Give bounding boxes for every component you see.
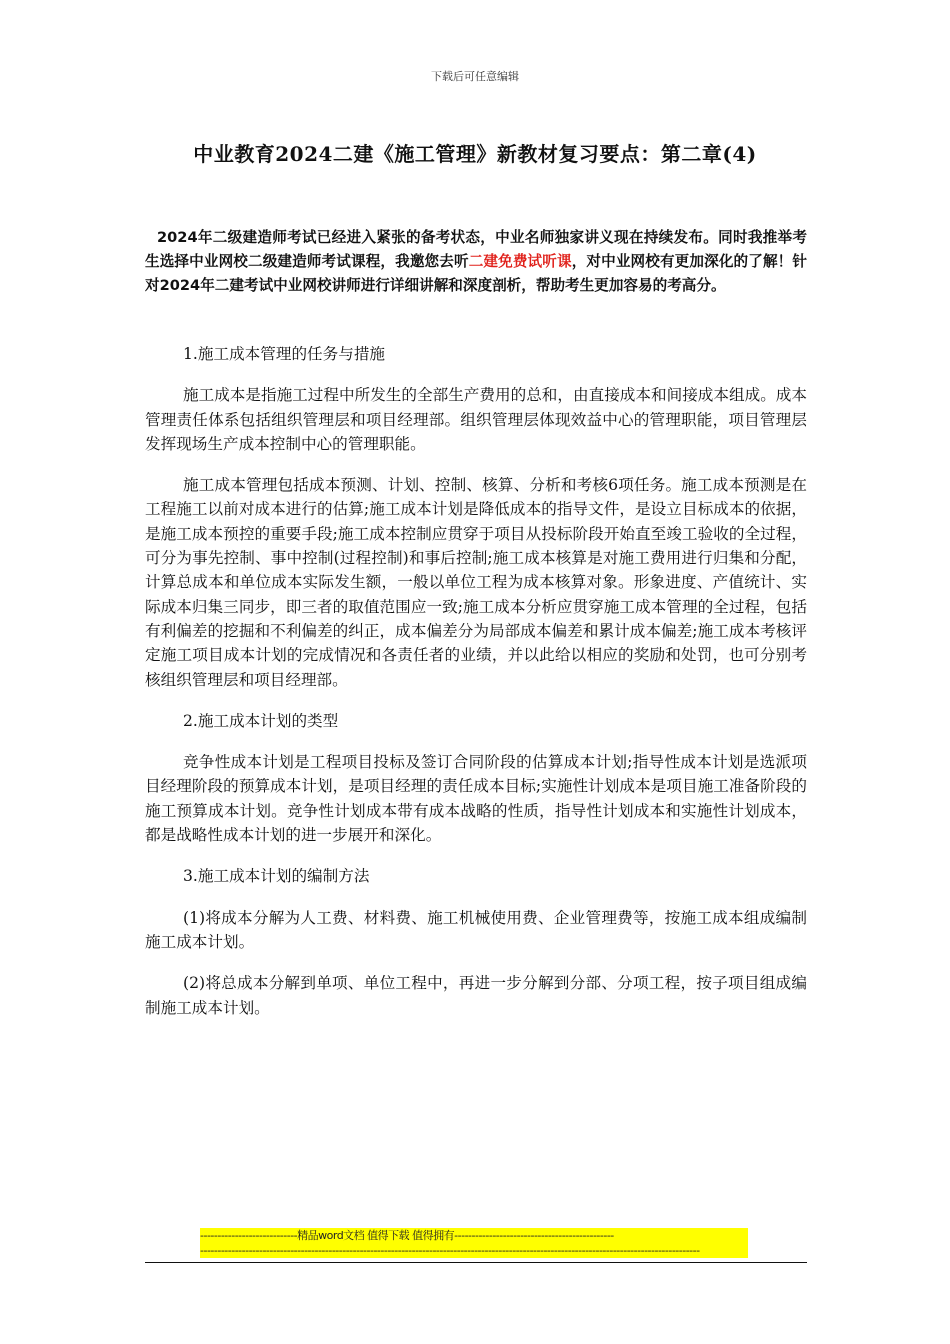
section-2-paragraph-1: 竞争性成本计划是工程项目投标及签订合同阶段的估算成本计划;指导性成本计划是选派项目经理阶段的预算成本计划，是项目经理的责任成本目标;实施性计划成本是项目施工准备阶段的施工预算成本计划。竞争性计划成本带有成本战略的性质，指导性计划成本和实施性计划成本，都是战略性成本计划的进一步展开和深化。: [145, 753, 807, 845]
document-title: 中业教育2024二建《施工管理》新教材复习要点：第二章(4): [193, 142, 757, 166]
footer-banner-line-2: ------------------------------------------------------------------------------------------------------------------------------------------------: [200, 1244, 700, 1257]
section-3-paragraph-1: (1)将成本分解为人工费、材料费、施工机械使用费、企业管理费等，按施工成本组成编制施工成本计划。: [145, 908, 807, 951]
footer-banner: [200, 1228, 748, 1258]
free-trial-link[interactable]: 二建免费试听课: [468, 253, 572, 270]
intro-text-after: ，对中业网校有更加深化的了解！针对2024年二建考试中业网校讲师进行详细讲解和深度剖析，帮助考生更加容易的考高分。: [145, 253, 807, 294]
intro-text-before: 2024年二级建造师考试已经进入紧张的备考状态，中业名师独家讲义现在持续发布。同时我推举考生选择中业网校二级建造师考试课程，我邀您去听: [145, 229, 807, 270]
document-body: [145, 342, 807, 1037]
footer-banner-line-1: ----------------------------精品word文档 值得下载 值得拥有----------------------------------------------: [200, 1229, 614, 1242]
section-3-heading: 3.施工成本计划的编制方法: [183, 867, 370, 886]
intro-paragraph: [145, 226, 807, 298]
footer-divider: [145, 1262, 807, 1263]
page-header: 下载后可任意编辑: [431, 70, 519, 83]
section-1-paragraph-2: 施工成本管理包括成本预测、计划、控制、核算、分析和考核6项任务。施工成本预测是在工程施工以前对成本进行的估算;施工成本计划是降低成本的指导文件，是设立目标成本的依据，是施工成本预控的重要手段;施工成本控制应贯穿于项目从投标阶段开始直至竣工验收的全过程，可分为事先控制、事中控制(过程控制)和事后控制;施工成本核算是对施工费用进行归集和分配，计算总成本和单位成本实际发生额，一般以单位工程为成本核算对象。形象进度、产值统计、实际成本归集三同步，即三者的取值范围应一致;施工成本分析应贯穿施工成本管理的全过程，包括有利偏差的挖掘和不利偏差的纠正，成本偏差分为局部成本偏差和累计成本偏差;施工成本考核评定施工项目成本计划的完成情况和各责任者的业绩，并以此给以相应的奖励和处罚，也可分别考核组织管理层和项目经理部。: [145, 476, 807, 689]
section-1-paragraph-1: 施工成本是指施工过程中所发生的全部生产费用的总和，由直接成本和间接成本组成。成本管理责任体系包括组织管理层和项目经理部。组织管理层体现效益中心的管理职能，项目管理层发挥现场生产成本控制中心的管理职能。: [145, 386, 807, 453]
section-2-heading: 2.施工成本计划的类型: [183, 711, 339, 730]
section-1-heading: 1.施工成本管理的任务与措施: [183, 345, 386, 363]
section-3-paragraph-2: (2)将总成本分解到单项、单位工程中，再进一步分解到分部、分项工程，按子项目组成编制施工成本计划。: [145, 974, 807, 1017]
